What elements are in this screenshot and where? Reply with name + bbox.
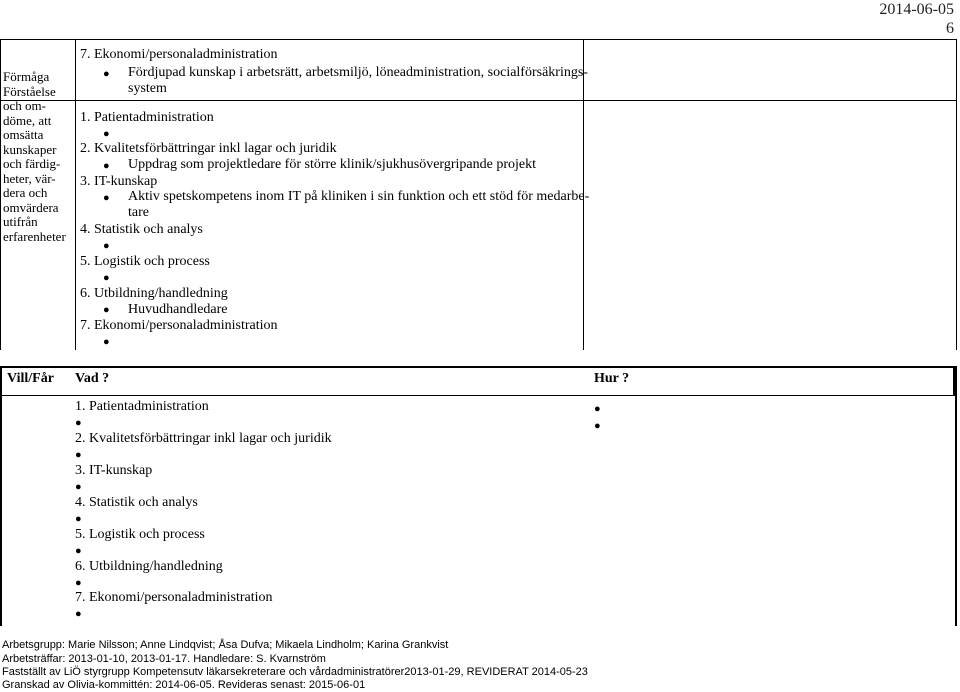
label-line: dera och xyxy=(3,185,48,200)
bullet-icon: ● xyxy=(103,68,110,80)
bullet-icon: ● xyxy=(103,192,110,204)
plan-table-header xyxy=(0,366,955,396)
row-label xyxy=(3,70,73,244)
label-line: och färdig- xyxy=(3,156,61,171)
bullet-icon: ● xyxy=(103,304,110,316)
list-item: Uppdrag som projektledare för större klinik/sjukhusövergripande projekt xyxy=(128,157,536,172)
bullet-icon: ● xyxy=(75,513,82,525)
list-item: 7. Ekonomi/personaladministration xyxy=(75,590,273,605)
list-item: 1. Patientadministration xyxy=(75,399,209,414)
list-item: 3. IT-kunskap xyxy=(80,174,158,189)
column-header-vad: Vad ? xyxy=(75,371,110,386)
bullet-icon: ● xyxy=(103,160,110,172)
footer-line: Arbetsträffar: 2013-01-10, 2013-01-17. Handledare: S. Kvarnström xyxy=(2,653,326,665)
list-item: tare xyxy=(128,205,149,220)
bullet-icon: ● xyxy=(75,449,82,461)
footer-line: Fastställt av LiÖ styrgrupp Kompetensutv läkarsekreterare och vårdadministratörer2013-01-29, REVIDERAT 2014-05-23 xyxy=(2,666,588,678)
page-header xyxy=(879,0,954,38)
list-item: system xyxy=(128,81,167,96)
footer-line: Arbetsgrupp: Marie Nilsson; Anne Lindqvist; Åsa Dufva; Mikaela Lindholm; Karina Grankvist xyxy=(2,639,449,651)
list-item: 4. Statistik och analys xyxy=(75,495,198,510)
list-item: 7. Ekonomi/personaladministration xyxy=(80,318,278,333)
list-item: 6. Utbildning/handledning xyxy=(75,559,223,574)
table-border xyxy=(0,366,2,626)
list-item: Fördjupad kunskap i arbetsrätt, arbetsmiljö, löneadministration, socialförsäkrings- xyxy=(128,65,588,80)
bullet-icon: ● xyxy=(103,240,110,252)
list-item: Huvudhandledare xyxy=(128,302,228,317)
table-divider xyxy=(75,40,76,350)
list-item: 5. Logistik och process xyxy=(80,254,210,269)
label-line: erfarenheter xyxy=(3,228,66,244)
bullet-icon: ● xyxy=(75,481,82,493)
bullet-icon: ● xyxy=(594,403,601,415)
label-line: omsätta xyxy=(3,127,44,142)
header-date: 2014-06-05 xyxy=(879,1,954,18)
footer-line: Granskad av Olivia-kommittén: 2014-06-05. Revideras senast: 2015-06-01 xyxy=(2,679,366,691)
list-item: 2. Kvalitetsförbättringar inkl lagar och juridik xyxy=(75,431,332,446)
label-line: Förmåga xyxy=(3,69,50,84)
bullet-icon: ● xyxy=(75,545,82,557)
label-line: utifrån xyxy=(3,214,38,229)
column-header-hur: Hur ? xyxy=(594,371,630,386)
bullet-icon: ● xyxy=(103,272,110,284)
bullet-icon: ● xyxy=(75,608,82,620)
label-line: heter, vär- xyxy=(3,170,56,186)
label-line: Förståelse xyxy=(3,83,56,99)
bullet-icon: ● xyxy=(103,336,110,348)
label-line: omvärdera xyxy=(3,199,59,215)
list-item: 3. IT-kunskap xyxy=(75,463,153,478)
list-item: 6. Utbildning/handledning xyxy=(80,286,228,301)
list-item: 5. Logistik och process xyxy=(75,527,205,542)
list-item: 2. Kvalitetsförbättringar inkl lagar och juridik xyxy=(80,141,337,156)
label-line: och om- xyxy=(3,98,46,113)
bullet-icon: ● xyxy=(594,420,601,432)
label-line: kunskaper xyxy=(3,141,57,157)
list-item: 4. Statistik och analys xyxy=(80,222,203,237)
bullet-icon: ● xyxy=(75,417,82,429)
page-number: 6 xyxy=(946,20,954,37)
table-divider xyxy=(1,100,956,101)
column-header-vill: Vill/Får xyxy=(7,371,54,386)
section-heading: 7. Ekonomi/personaladministration xyxy=(80,47,278,62)
table-border xyxy=(955,366,957,626)
list-item: 1. Patientadministration xyxy=(80,110,214,125)
bullet-icon: ● xyxy=(103,128,110,140)
label-line: döme, att xyxy=(3,112,52,128)
list-item: Aktiv spetskompetens inom IT på kliniken i sin funktion och ett stöd för medarbe- xyxy=(128,189,590,204)
bullet-icon: ● xyxy=(75,577,82,589)
